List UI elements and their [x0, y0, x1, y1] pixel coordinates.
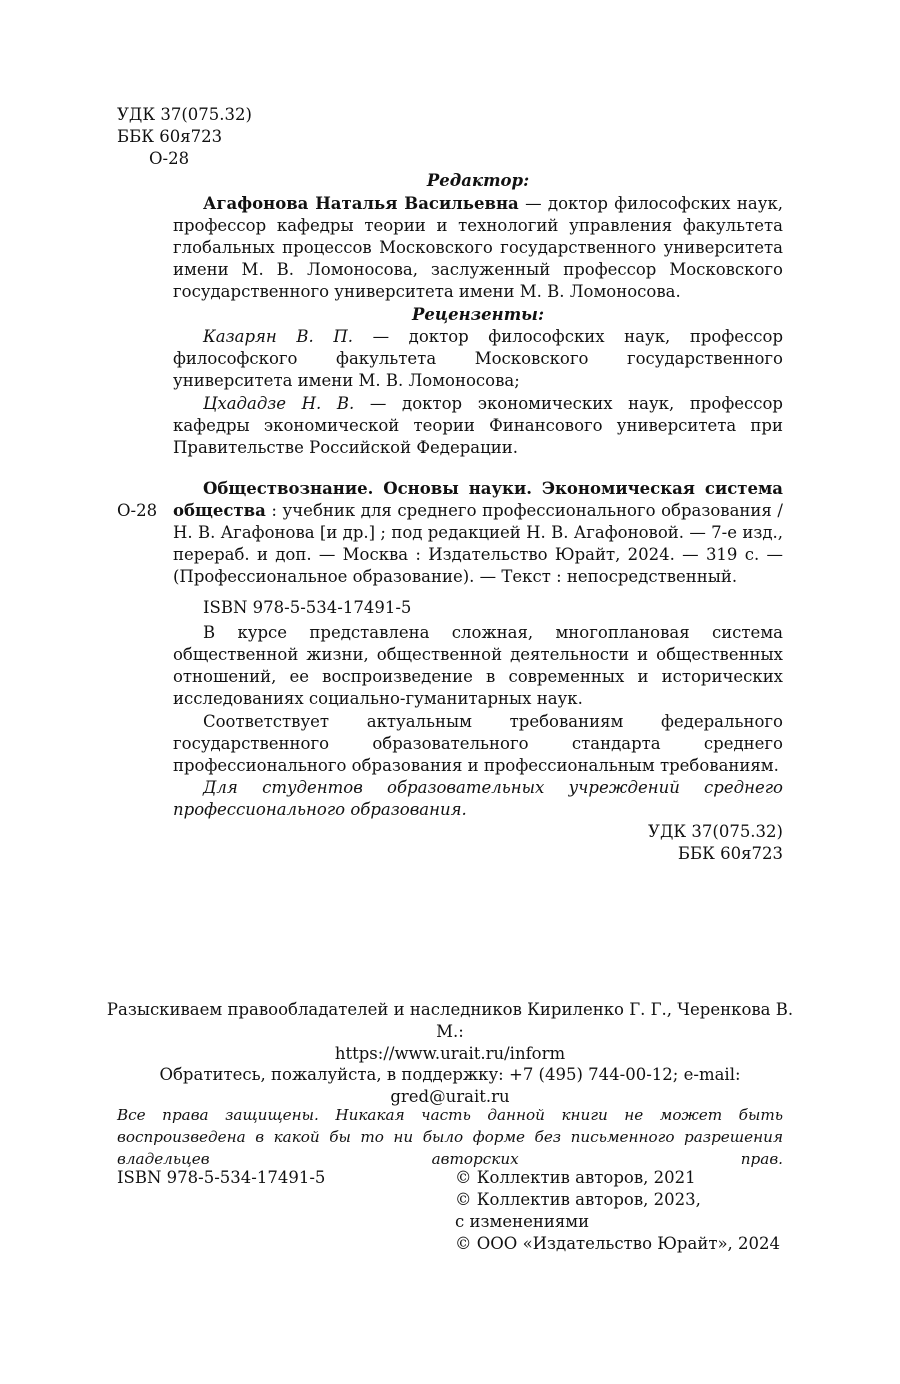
author-sign: О-28	[149, 149, 190, 168]
biblio-record	[173, 478, 783, 588]
reviewer-2	[173, 393, 783, 459]
reviewer-2-name: Цхададзе Н. В.	[203, 394, 355, 413]
copyright-1: © Коллектив авторов, 2021	[455, 1168, 696, 1187]
annotation-p1: В курсе представлена сложная, многоплановая система общественной жизни, общественной деятельности и общественных отношений, ее воспроизведение в современных и исторических исследованиях социально-гуманитарных наук.	[173, 623, 783, 708]
reviewer-1-desc: — доктор философских наук, профессор философского факультета Московского государственного университета имени М. В. Ломоносова;	[173, 327, 784, 390]
copyright-2: © Коллектив авторов, 2023,	[455, 1190, 701, 1209]
reviewer-2-desc: — доктор экономических наук, профессор кафедры экономической теории Финансового университета при Правительстве Российской Федерации.	[173, 394, 783, 457]
annotation-codes	[173, 821, 783, 865]
annotation-p2: Соответствует актуальным требованиям федерального государственного образовательного стандарта среднего профессионального образования и профессиональным требованиям.	[173, 712, 783, 775]
editor-desc: — доктор философских наук, профессор кафедры теории и технологий управления факультета глобальных процессов Московского государственного университета имени М. В. Ломоносова, заслуженный профессор Московского государственного университета имени М. В. Ломоносова.	[173, 194, 783, 301]
editor-heading: Редактор:	[426, 171, 530, 190]
annotation-p3: Для студентов образовательных учреждений среднего профессионального образования.	[173, 778, 783, 819]
biblio-title: Обществознание. Основы науки. Экономическая система общества	[173, 479, 783, 520]
reviewer-1	[173, 326, 783, 392]
search-line-1: Разыскиваем правообладателей и наследников Кириленко Г. Г., Черенкова В. М.:	[106, 1000, 794, 1041]
support-contact: Обратитесь, пожалуйста, в поддержку: +7 (495) 744-00-12; e-mail: gred@urait.ru	[159, 1065, 741, 1106]
copyright-3: © ООО «Издательство Юрайт», 2024	[455, 1234, 781, 1253]
bbk-code: ББК 60я723	[117, 127, 223, 146]
biblio-isbn: ISBN 978-5-534-17491-5	[203, 598, 412, 617]
biblio-rest: : учебник для среднего профессионального образования / Н. В. Агафонова [и др.] ; под редакцией Н. В. Агафоновой. — 7-е изд., перераб. и доп. — Москва : Издательство Юрайт, 2024. — 319 с. — (Профессиональное образование). — Текст : непосредственный.	[173, 501, 783, 586]
editor-paragraph	[173, 193, 783, 303]
udk-code: УДК 37(075.32)	[117, 105, 252, 124]
header-codes	[117, 104, 252, 170]
rights-holders-search	[100, 999, 800, 1065]
editor-name: Агафонова Наталья Васильевна	[203, 194, 519, 213]
reviewer-1-name: Казарян В. П.	[203, 327, 353, 346]
copyright-2b: с изменениями	[455, 1212, 590, 1231]
annotation-bbk: ББК 60я723	[677, 844, 783, 863]
copyright-block	[455, 1167, 780, 1255]
annotation-udk: УДК 37(075.32)	[648, 822, 783, 841]
rights-notice: Все права защищены. Никакая часть данной книги не может быть воспроизведена в какой бы то ни было форме без письменного разрешения владельцев авторских прав.	[117, 1106, 783, 1168]
search-link[interactable]: https://www.urait.ru/inform	[334, 1044, 566, 1063]
footer-isbn: ISBN 978-5-534-17491-5	[117, 1168, 326, 1187]
biblio-sign: О-28	[117, 501, 158, 520]
reviewers-heading: Рецензенты:	[411, 305, 545, 324]
